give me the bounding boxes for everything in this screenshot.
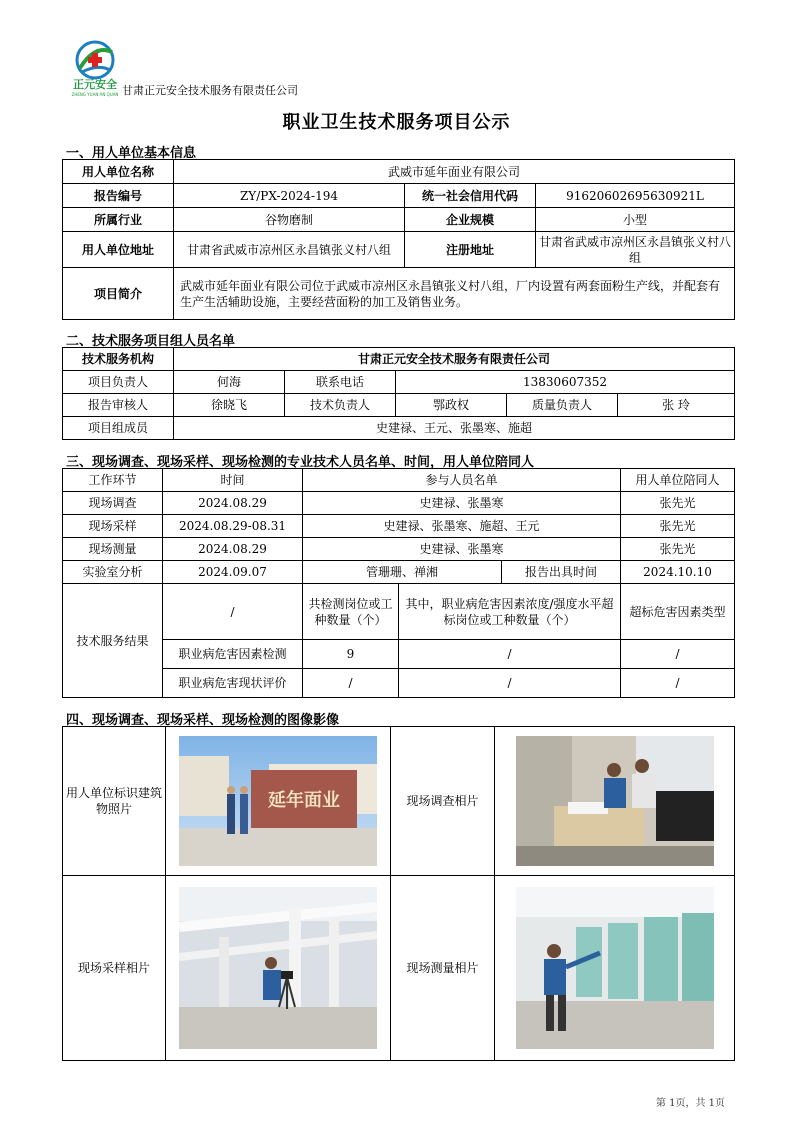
section1-heading: 一、用人单位基本信息 bbox=[66, 146, 197, 161]
value-phone: 13830607352 bbox=[396, 371, 735, 394]
result-row-label: 职业病危害因素检测 bbox=[163, 640, 303, 669]
value-project-intro: 武威市延年面业有限公司位于武威市凉州区永昌镇张义村八组，厂内设置有两套面粉生产线，并配套有生产生活辅助设施，主要经营面粉的加工及销售业务。 bbox=[174, 268, 735, 320]
label-phone: 联系电话 bbox=[285, 371, 396, 394]
photo3-cell bbox=[166, 876, 391, 1061]
col-time: 时间 bbox=[163, 469, 303, 492]
field-sampling-photo bbox=[179, 887, 377, 1049]
result-count: 9 bbox=[303, 640, 399, 669]
photo-table bbox=[62, 726, 735, 1061]
people-cell: 管珊珊、禅湘 bbox=[303, 561, 502, 584]
value-address: 甘肃省武威市凉州区永昌镇张义村八组 bbox=[174, 232, 405, 268]
escort-cell: 张先光 bbox=[621, 492, 735, 515]
table-row bbox=[63, 371, 735, 394]
photo3-label: 现场采样相片 bbox=[63, 876, 166, 1061]
photo4-cell bbox=[495, 876, 735, 1061]
people-cell: 史建禄、张墨寒 bbox=[303, 538, 621, 561]
stage-cell: 实验室分析 bbox=[63, 561, 163, 584]
label-quality-lead: 质量负责人 bbox=[507, 394, 618, 417]
stage-cell: 现场采样 bbox=[63, 515, 163, 538]
label-reviewer: 报告审核人 bbox=[63, 394, 174, 417]
result-type: / bbox=[621, 669, 735, 698]
section2-heading: 二、技术服务项目组人员名单 bbox=[66, 334, 236, 349]
table-row bbox=[63, 469, 735, 492]
result-header-type: 超标危害因素类型 bbox=[621, 584, 735, 640]
field-measurement-photo bbox=[516, 887, 714, 1049]
value-reviewer: 徐晓飞 bbox=[174, 394, 285, 417]
field-survey-photo bbox=[516, 736, 714, 866]
escort-cell: 张先光 bbox=[621, 515, 735, 538]
section3-heading: 三、现场调查、现场采样、现场检测的专业技术人员名单、时间，用人单位陪同人 bbox=[66, 455, 535, 470]
result-exceed: / bbox=[399, 669, 621, 698]
table-row bbox=[63, 538, 735, 561]
value-project-lead: 何海 bbox=[174, 371, 285, 394]
col-escort: 用人单位陪同人 bbox=[621, 469, 735, 492]
label-org: 技术服务机构 bbox=[63, 348, 174, 371]
value-credit-code: 91620602695630921L bbox=[536, 184, 735, 208]
result-exceed: / bbox=[399, 640, 621, 669]
result-type: / bbox=[621, 640, 735, 669]
people-cell: 史建禄、张墨寒、施超、王元 bbox=[303, 515, 621, 538]
table-row bbox=[63, 561, 735, 584]
table-row bbox=[63, 727, 735, 876]
time-cell: 2024.09.07 bbox=[163, 561, 303, 584]
team-table bbox=[62, 347, 735, 440]
label-project-lead: 项目负责人 bbox=[63, 371, 174, 394]
table-row bbox=[63, 394, 735, 417]
label-address: 用人单位地址 bbox=[63, 232, 174, 268]
page-title: 职业卫生技术服务项目公示 bbox=[282, 112, 511, 133]
photo1-cell bbox=[166, 727, 391, 876]
photo2-cell bbox=[495, 727, 735, 876]
result-row-label: 职业病危害现状评价 bbox=[163, 669, 303, 698]
header-company-name: 甘肃正元安全技术服务有限责任公司 bbox=[122, 84, 298, 97]
label-tech-lead: 技术负责人 bbox=[285, 394, 396, 417]
logo-text: 正元安全 bbox=[73, 78, 117, 91]
table-row bbox=[63, 640, 735, 669]
time-cell: 2024.08.29 bbox=[163, 492, 303, 515]
time-cell: 2024.08.29 bbox=[163, 538, 303, 561]
table-row bbox=[63, 348, 735, 371]
value-industry: 谷物磨制 bbox=[174, 208, 405, 232]
value-reg-address: 甘肃省武威市凉州区永昌镇张义村八组 bbox=[536, 232, 735, 268]
section4-heading: 四、现场调查、现场采样、现场检测的图像影像 bbox=[66, 713, 340, 728]
table-row bbox=[63, 232, 735, 268]
table-row bbox=[63, 876, 735, 1061]
label-scale: 企业规模 bbox=[405, 208, 536, 232]
table-row bbox=[63, 669, 735, 698]
building-sign-photo bbox=[179, 736, 377, 866]
value-tech-lead: 鄂政权 bbox=[396, 394, 507, 417]
photo4-label: 现场测量相片 bbox=[391, 876, 495, 1061]
stage-cell: 现场调查 bbox=[63, 492, 163, 515]
report-time-value: 2024.10.10 bbox=[621, 561, 735, 584]
label-industry: 所属行业 bbox=[63, 208, 174, 232]
time-cell: 2024.08.29-08.31 bbox=[163, 515, 303, 538]
people-cell: 史建禄、张墨寒 bbox=[303, 492, 621, 515]
basic-info-table bbox=[62, 159, 735, 320]
escort-cell: 张先光 bbox=[621, 538, 735, 561]
result-header-slash: / bbox=[163, 584, 303, 640]
photo1-label: 用人单位标识建筑物照片 bbox=[63, 727, 166, 876]
result-count: / bbox=[303, 669, 399, 698]
table-row bbox=[63, 417, 735, 440]
photo2-label: 现场调查相片 bbox=[391, 727, 495, 876]
table-row bbox=[63, 492, 735, 515]
table-row bbox=[63, 584, 735, 640]
page-number: 第 1页，共 1页 bbox=[655, 1098, 725, 1109]
label-report-no: 报告编号 bbox=[63, 184, 174, 208]
label-credit-code: 统一社会信用代码 bbox=[405, 184, 536, 208]
sign-text: 延年面业 bbox=[268, 790, 340, 811]
logo-subtext: ZHENG YUAN AN QUAN bbox=[71, 92, 119, 97]
stage-cell: 现场测量 bbox=[63, 538, 163, 561]
table-row bbox=[63, 515, 735, 538]
col-stage: 工作环节 bbox=[63, 469, 163, 492]
label-employer-name: 用人单位名称 bbox=[63, 160, 174, 184]
value-org: 甘肃正元安全技术服务有限责任公司 bbox=[174, 348, 735, 371]
result-label: 技术服务结果 bbox=[63, 584, 163, 698]
label-project-intro: 项目简介 bbox=[63, 268, 174, 320]
value-scale: 小型 bbox=[536, 208, 735, 232]
label-reg-address: 注册地址 bbox=[405, 232, 536, 268]
table-row bbox=[63, 184, 735, 208]
result-header-count: 共检测岗位或工种数量（个） bbox=[303, 584, 399, 640]
label-members: 项目组成员 bbox=[63, 417, 174, 440]
company-logo-icon bbox=[68, 38, 122, 100]
value-quality-lead: 张 玲 bbox=[618, 394, 735, 417]
result-header-exceed: 其中，职业病危害因素浓度/强度水平超标岗位或工种数量（个） bbox=[399, 584, 621, 640]
table-row bbox=[63, 160, 735, 184]
field-work-table bbox=[62, 468, 735, 698]
table-row bbox=[63, 268, 735, 320]
value-employer-name: 武威市延年面业有限公司 bbox=[174, 160, 735, 184]
table-row bbox=[63, 208, 735, 232]
report-time-label: 报告出具时间 bbox=[502, 561, 621, 584]
page-header bbox=[68, 38, 368, 100]
value-report-no: ZY/PX-2024-194 bbox=[174, 184, 405, 208]
col-people: 参与人员名单 bbox=[303, 469, 621, 492]
value-members: 史建禄、王元、张墨寒、施超 bbox=[174, 417, 735, 440]
